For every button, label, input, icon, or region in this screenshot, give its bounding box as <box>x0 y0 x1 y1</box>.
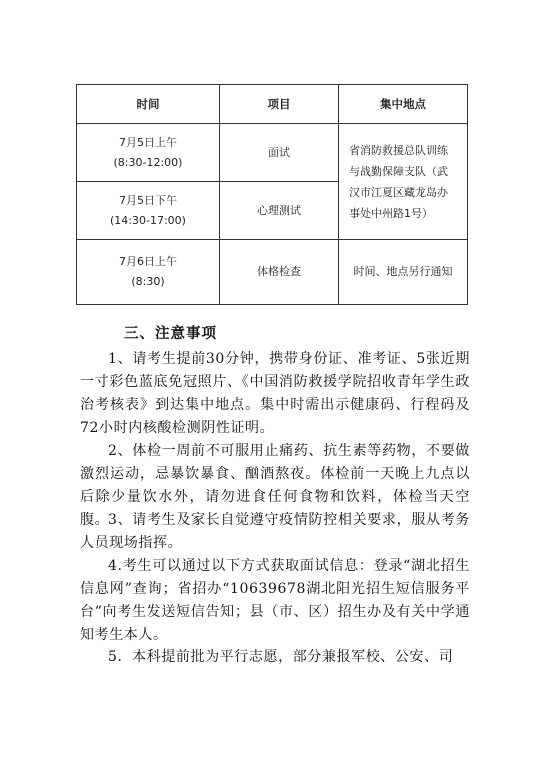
paragraph-5: 5．本科提前批为平行志愿，部分兼报军校、公安、司 <box>108 649 454 665</box>
table-row <box>77 240 468 305</box>
paragraph-4: 4.考生可以通过以下方式获取面试信息：登录“湖北招生信息网”查询；省招办“10639678湖北阳光招生短信服务平台”向考生发送短信告知；县（市、区）招生办及有关中学通知考生本人。 <box>80 558 470 643</box>
time-cell <box>77 124 220 182</box>
section-heading: 三、注意事项 <box>124 325 217 342</box>
paragraph-1: 1、请考生提前30分钟，携带身份证、准考证、5张近期一寸彩色蓝底免冠照片、《中国消防救援学院招收青年学生政治考核表》到达集中地点。集中时需出示健康码、行程码及72小时内核酸检测阴性证明。 <box>80 351 470 436</box>
paragraph-3: 3、请考生及家长自觉遵守疫情防控相关要求，服从考务人员现场指挥。 <box>80 512 470 551</box>
header-time: 时间 <box>77 85 220 124</box>
item-cell: 面试 <box>220 124 339 182</box>
location-cell-shared: 省消防救援总队训练与战勤保障支队（武汉市江夏区藏龙岛办事处中州路1号） <box>339 124 468 240</box>
item-cell: 心理测试 <box>220 182 339 240</box>
time-hours: (8:30) <box>131 275 165 288</box>
header-location: 集中地点 <box>339 85 468 124</box>
paragraph-2: 2、体检一周前不可服用止痛药、抗生素等药物，不要做激烈运动，忌暴饮暴食、酗酒熬夜。体检前一天晚上九点以后除少量饮水外，请勿进食任何食物和饮料，体检当天空腹。 <box>80 443 470 528</box>
location-cell: 时间、地点另行通知 <box>339 240 468 305</box>
time-hours: (14:30-17:00) <box>110 213 186 227</box>
time-date: 7月6日上午 <box>119 255 177 268</box>
time-cell <box>77 240 220 305</box>
item-cell: 体格检查 <box>220 240 339 305</box>
table-header-row <box>77 85 468 124</box>
time-date: 7月5日下午 <box>119 193 177 207</box>
time-hours: (8:30-12:00) <box>113 155 183 169</box>
header-item: 项目 <box>220 85 339 124</box>
time-date: 7月5日上午 <box>119 135 177 149</box>
schedule-table <box>76 84 468 305</box>
time-cell <box>77 182 220 240</box>
table-row <box>77 124 468 182</box>
